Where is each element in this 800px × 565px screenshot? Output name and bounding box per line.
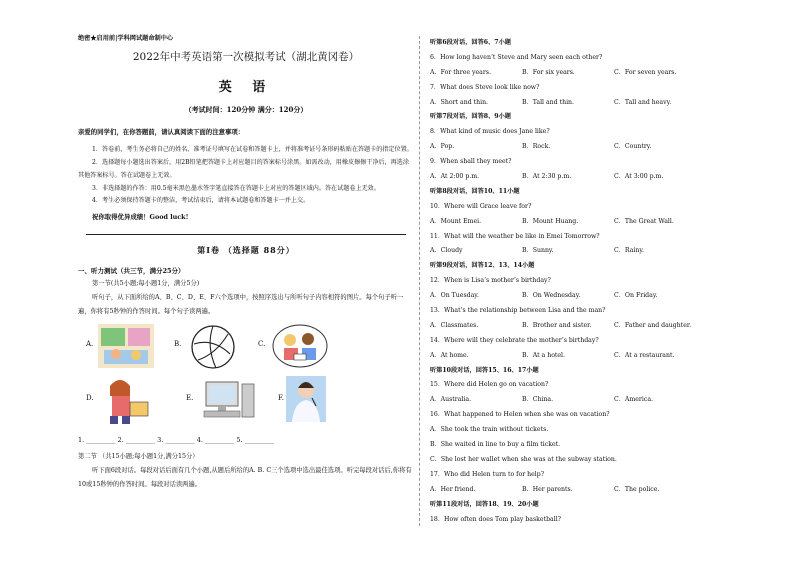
option-c: C．For seven years. bbox=[614, 68, 677, 76]
dialogue-heading: 听第8段对话，回答10、11小题 bbox=[430, 187, 520, 195]
children-reading-icon bbox=[272, 324, 328, 368]
question-text: 12．When is Lisa’s mother’s birthday? bbox=[430, 277, 551, 285]
option-row bbox=[430, 66, 730, 81]
option-row bbox=[430, 393, 730, 408]
option-a: A．Pop. bbox=[430, 143, 455, 151]
option-row bbox=[430, 140, 730, 155]
option-a: A．On Tuesday. bbox=[430, 292, 479, 300]
dialogue-heading: 听第11段对话，回答18、19、20小题 bbox=[430, 500, 539, 508]
exam-meta: （考试时间：120分钟 满分：120分） bbox=[184, 105, 308, 115]
option-row bbox=[430, 289, 730, 304]
left-column bbox=[78, 36, 414, 492]
picture-label: D. bbox=[86, 394, 94, 403]
shop-illustration-icon bbox=[98, 324, 154, 368]
girl-cooking-icon bbox=[100, 376, 150, 424]
dialogue-heading: 听第7段对话，回答8、9小题 bbox=[430, 113, 511, 121]
option-a: A．Mount Emei. bbox=[430, 217, 482, 225]
option-c: C．Father and daughter. bbox=[614, 321, 692, 329]
option-row bbox=[430, 349, 730, 364]
part-title: 第Ⅰ卷 （选择题 88分） bbox=[197, 245, 295, 256]
volleyball-icon bbox=[190, 324, 236, 370]
dialogue-heading: 听第10段对话，回答15、16、17小题 bbox=[430, 366, 539, 374]
option-c: C．At 3:00 p.m. bbox=[614, 173, 664, 181]
picture-row-1 bbox=[78, 324, 414, 372]
option-row bbox=[430, 215, 730, 230]
option-b: B．For six years. bbox=[522, 68, 575, 76]
option-a: A．At home. bbox=[430, 351, 469, 359]
sub-section-title: 第一节(共5小题;每小题1分，满分5分) bbox=[92, 280, 200, 288]
option-b: B．Sunny. bbox=[522, 247, 554, 255]
question-text: 17．Who did Helen turn to for help? bbox=[430, 470, 545, 478]
option-a: A．For three years. bbox=[430, 68, 491, 76]
option-a: A．Australia. bbox=[430, 396, 472, 404]
option-b: B．Her parents. bbox=[522, 485, 573, 493]
option-a: A．Her friend. bbox=[430, 485, 476, 493]
sub-section-desc: 听句子，从下面所给的A、B、C、D、E、F六个选项中，按照序选出与所听句子内容相符的图片。每个句子听一遍，你将有5秒钟的作答时间。每个句子读两遍。 bbox=[78, 294, 404, 316]
option-c: C．The Great Wall. bbox=[614, 217, 674, 225]
option-c: C．America. bbox=[614, 396, 653, 404]
section-rule bbox=[86, 234, 406, 235]
question-text: 7．What does Steve look like now? bbox=[430, 83, 540, 91]
good-luck-text: 祝你取得优异成绩！Good luck! bbox=[92, 213, 189, 222]
picture-label: E. bbox=[186, 394, 194, 403]
option-b: B．Brother and sister. bbox=[522, 321, 592, 329]
notice-greeting: 亲爱的同学们，在你答题前，请认真阅读下面的注意事项： bbox=[78, 128, 245, 137]
notice-item: 3．非选择题的作答：用0.5毫米黑色墨水签字笔直接答在答题卡上对应的答题区域内。答在试题卷上无效。 bbox=[92, 184, 380, 192]
question-text: B．She waited in line to buy a film ticket. bbox=[430, 441, 561, 449]
notice-list bbox=[78, 144, 414, 208]
section-title: 一、听力测试（共三节，满分25分） bbox=[78, 267, 185, 276]
sub-section-2-title: 第二节 （共15小题;每小题1分,满分15分） bbox=[78, 453, 199, 461]
question-text: 6．How long haven’t Steve and Mary seen each other? bbox=[430, 53, 603, 61]
picture-label: B. bbox=[174, 340, 182, 349]
question-text: 13．What’s the relationship between Lisa and the man? bbox=[430, 307, 606, 315]
option-b: B．At a hotel. bbox=[522, 351, 566, 359]
question-text: C．She lost her wallet when she was at the subway station. bbox=[430, 455, 617, 463]
question-text: 14．Where will they celebrate the mother’s birthday? bbox=[430, 336, 599, 344]
secret-label: 绝密★启用前|学科网试题命制中心 bbox=[78, 35, 174, 42]
option-row bbox=[430, 244, 730, 259]
question-text: A．She took the train without tickets. bbox=[430, 426, 549, 434]
column-divider bbox=[419, 36, 420, 526]
computer-icon bbox=[202, 380, 256, 420]
option-c: C．Tall and heavy. bbox=[614, 98, 672, 106]
singer-photo-icon bbox=[286, 376, 326, 422]
option-b: B．On Wednesday. bbox=[522, 292, 581, 300]
option-b: B．Tall and thin. bbox=[522, 98, 574, 106]
option-c: C．At a restaurant. bbox=[614, 351, 675, 359]
option-a: A．At 2:00 p.m. bbox=[430, 173, 480, 181]
option-row bbox=[430, 170, 730, 185]
exam-title: 2022年中考英语第一次模拟考试（湖北黄冈卷） bbox=[132, 51, 360, 64]
question-text: 10．Where will Grace leave for? bbox=[430, 202, 532, 210]
option-c: C．Country. bbox=[614, 143, 652, 151]
notice-item: 2．选择题每小题选出答案后，用2B铅笔把答题卡上对应题目的答案标号涂黑。如需改动，用橡皮擦擦干净后，再选涂其他答案标号。答在试题卷上无效。 bbox=[78, 159, 409, 179]
option-row bbox=[430, 319, 730, 334]
option-row bbox=[430, 483, 730, 498]
picture-label: F. bbox=[278, 394, 284, 403]
dialogue-heading: 听第9段对话，回答12、13、14小题 bbox=[430, 262, 535, 270]
option-b: B．At 2:30 p.m. bbox=[522, 173, 572, 181]
option-a: A．Short and thin. bbox=[430, 98, 489, 106]
option-a: A．Classmates. bbox=[430, 321, 479, 329]
sub-section-2-desc: 听下面6段对话。每段对话后面有几个小题,从题后所给的A. B. C三个选项中选出最佳选项。听完每段对话后,你将有10或15秒钟的作答时间。每段对话读两遍。 bbox=[78, 467, 412, 489]
picture-row-2 bbox=[78, 376, 414, 426]
notice-item: 1．答卷前，考生务必将自己的姓名、准考证号填写在试卷和答题卡上，并将准考证号条形码粘贴在答题卡的指定位置。 bbox=[92, 146, 413, 154]
option-c: C．The police. bbox=[614, 485, 660, 493]
option-a: A．Cloudy bbox=[430, 247, 463, 255]
question-text: 8．What kind of music does Jane like? bbox=[430, 128, 550, 136]
question-text: 11．What will the weather be like in Emei Tomorrow? bbox=[430, 232, 600, 240]
option-b: B．Mount Huang. bbox=[522, 217, 579, 225]
subject-title: 英 语 bbox=[218, 80, 274, 96]
option-b: B．Rock. bbox=[522, 143, 551, 151]
question-text: 9．When shall they meet? bbox=[430, 158, 512, 166]
question-text: 16．What happened to Helen when she was on vacation? bbox=[430, 411, 610, 419]
picture-label: C. bbox=[258, 340, 266, 349]
option-row bbox=[430, 96, 730, 111]
picture-label: A. bbox=[86, 340, 94, 349]
option-c: C．Rainy. bbox=[614, 247, 645, 255]
option-c: C．On Friday. bbox=[614, 292, 658, 300]
option-b: B．China. bbox=[522, 396, 554, 404]
dialogue-heading: 听第6段对话，回答6、7小题 bbox=[430, 39, 511, 46]
notice-item: 4．考生必须保持答题卡的整洁，考试结束后，请将本试题卷和答题卡一并上交。 bbox=[92, 197, 310, 205]
right-column bbox=[430, 36, 730, 527]
answer-blanks: 1. _________ 2. _________ 3. _________ 4. _________ 5. _________ bbox=[78, 436, 274, 445]
question-text: 18．How often does Tom play basketball? bbox=[430, 515, 561, 523]
question-text: 15．Where did Helen go on vacation? bbox=[430, 381, 549, 389]
